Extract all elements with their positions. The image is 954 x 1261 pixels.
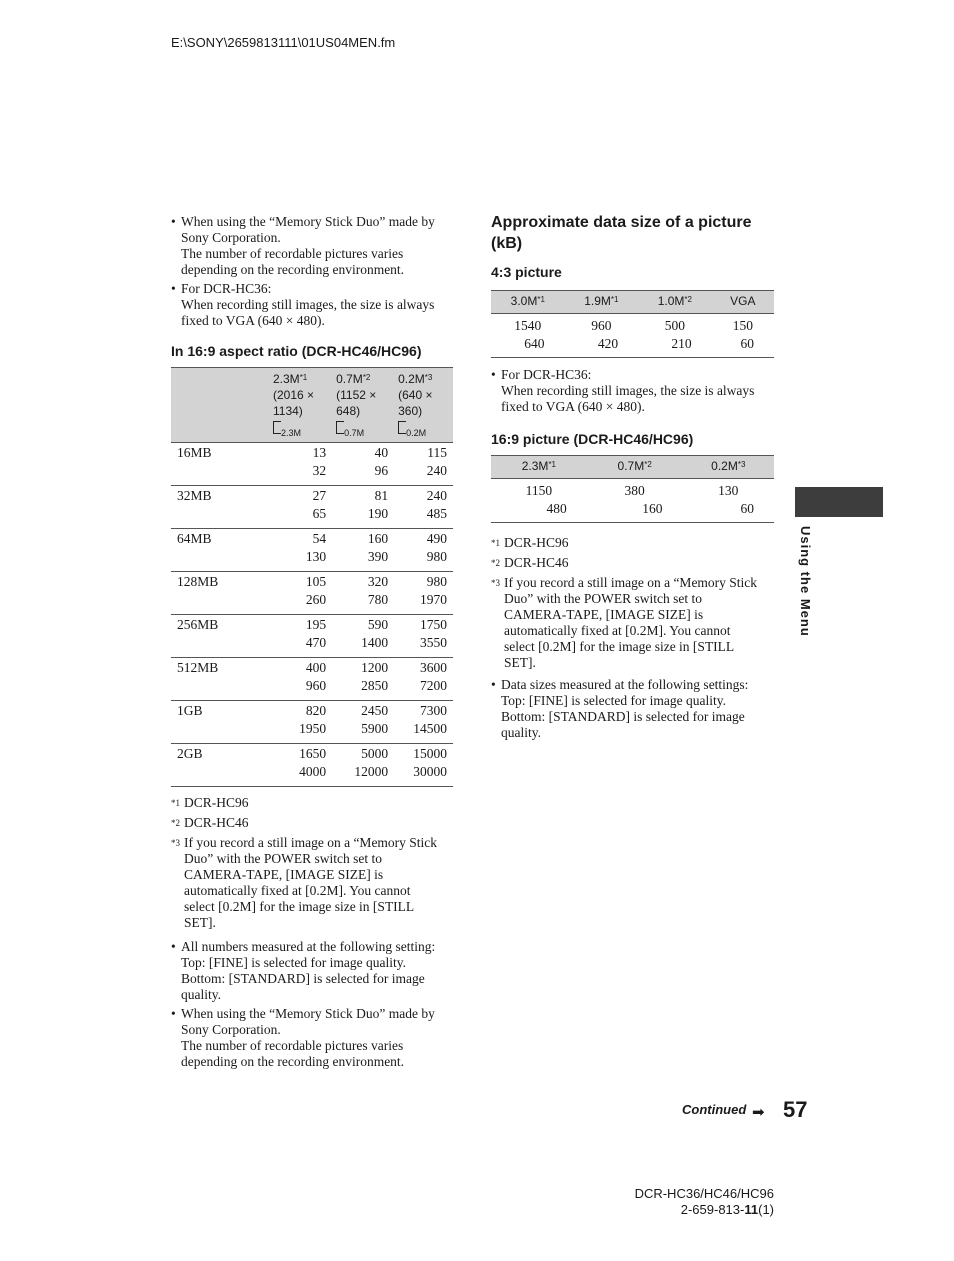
footnote-ref: *1	[610, 295, 619, 304]
table-row	[171, 744, 453, 787]
arrow-right-icon: ➡	[752, 1103, 765, 1121]
footnote-ref: *3	[737, 460, 746, 469]
text-line: The number of recordable pictures varies	[181, 1038, 404, 1053]
value-fine: 3600	[420, 660, 447, 675]
header-2-3m	[269, 368, 332, 443]
table-row	[171, 658, 453, 701]
right-footnotes	[491, 535, 774, 671]
footnote-ref: *2	[362, 373, 371, 382]
page-number: 57	[783, 1097, 808, 1122]
table-header-row	[171, 368, 453, 443]
media-cell: 16MB	[171, 443, 269, 486]
table-row	[171, 486, 453, 529]
right-column	[491, 212, 774, 744]
footnote-line: CAMERA-TAPE, [IMAGE SIZE] is	[184, 867, 384, 882]
value-standard: 1400	[361, 635, 389, 650]
value-fine: 820	[305, 703, 327, 718]
value-standard: 260	[305, 592, 327, 607]
footnote-ref: *2	[644, 460, 652, 469]
bullet-memory-stick	[171, 214, 453, 278]
value-standard: 32	[312, 463, 327, 478]
footnote-line: If you record a still image on a “Memory Stick	[504, 575, 758, 590]
value-fine: 1650	[299, 746, 327, 761]
footnote-ref: *2	[684, 295, 692, 304]
value-cell	[394, 529, 453, 572]
model-line2-prefix: 2-659-813-	[680, 1202, 745, 1217]
media-cell: 512MB	[171, 658, 269, 701]
value-standard: 470	[305, 635, 327, 650]
column-header	[638, 291, 712, 314]
value-fine: 5000	[361, 746, 389, 761]
value-standard: 160	[642, 501, 663, 516]
value-cell	[491, 479, 587, 523]
table-row	[171, 572, 453, 615]
footnote-line: select [0.2M] for the image size in [STILL	[184, 899, 415, 914]
side-tab-marker	[795, 487, 883, 517]
text-line: The number of recordable pictures varies	[181, 246, 404, 261]
media-cell: 1GB	[171, 701, 269, 744]
icon-label: 2.3M	[281, 428, 302, 438]
table-row	[171, 529, 453, 572]
footnote-line: select [0.2M] for the image size in [STILL	[504, 639, 735, 654]
value-fine: 130	[718, 483, 739, 498]
value-standard: 4000	[299, 764, 327, 779]
value-cell	[394, 615, 453, 658]
value-standard: 12000	[354, 764, 389, 779]
value-standard: 30000	[413, 764, 447, 779]
value-standard: 3550	[420, 635, 447, 650]
text-line: Sony Corporation.	[181, 1022, 281, 1037]
value-cell	[394, 658, 453, 701]
value-fine: 1750	[420, 617, 447, 632]
header-label: 3.0M	[510, 294, 538, 308]
footnote-line: automatically fixed at [0.2M]. You cannot	[184, 883, 411, 898]
table-row	[171, 701, 453, 744]
value-fine: 960	[591, 318, 612, 333]
value-standard: 980	[426, 549, 447, 564]
footnote	[171, 835, 453, 931]
value-standard: 2850	[361, 678, 389, 693]
value-fine: 380	[624, 483, 645, 498]
value-cell	[394, 572, 453, 615]
footnote	[171, 795, 453, 811]
text-line: quality.	[501, 725, 541, 740]
footnote-line: DCR-HC96	[184, 795, 249, 810]
value-cell	[332, 744, 394, 787]
value-standard: 780	[367, 592, 389, 607]
value-fine: 27	[312, 488, 327, 503]
footnote-mark: *2	[171, 818, 180, 828]
value-cell	[269, 486, 332, 529]
size-label	[336, 371, 390, 387]
size-label	[398, 371, 449, 387]
resolution-line: 648)	[336, 404, 361, 418]
text-line: quality.	[181, 987, 221, 1002]
model-line2-suffix: (1)	[758, 1202, 774, 1217]
value-standard: 60	[740, 336, 754, 351]
media-cell: 128MB	[171, 572, 269, 615]
resolution-line: (640 ×	[398, 388, 433, 402]
heading-169-right: 16:9 picture (DCR-HC46/HC96)	[491, 431, 694, 447]
data-size-title	[491, 212, 774, 254]
value-fine: 320	[367, 574, 389, 589]
text-line: When using the “Memory Stick Duo” made by	[181, 1006, 435, 1021]
table-row	[171, 443, 453, 486]
value-cell	[269, 529, 332, 572]
value-cell	[332, 443, 394, 486]
left-footnotes	[171, 795, 453, 931]
media-header-cell	[171, 368, 269, 443]
text-line: When using the “Memory Stick Duo” made by	[181, 214, 435, 229]
footnote-line: DCR-HC46	[504, 555, 569, 570]
footnote	[491, 575, 774, 671]
value-cell	[394, 443, 453, 486]
value-fine: 400	[305, 660, 327, 675]
table-header-row	[491, 291, 774, 314]
text-line: When recording still images, the size is always	[181, 297, 435, 312]
text-line: All numbers measured at the following setting:	[181, 939, 436, 954]
value-cell	[394, 701, 453, 744]
value-cell	[565, 314, 639, 358]
header-label: VGA	[730, 294, 756, 308]
recordable-pictures-table	[171, 367, 453, 787]
value-cell	[683, 479, 774, 523]
header-label: 0.2M	[711, 459, 738, 473]
value-fine: 54	[312, 531, 327, 546]
value-cell	[394, 744, 453, 787]
media-cell: 64MB	[171, 529, 269, 572]
column-header	[491, 456, 587, 479]
value-fine: 13	[312, 445, 327, 460]
table-row	[491, 314, 774, 358]
text-line: When recording still images, the size is always	[501, 383, 755, 398]
column-header	[683, 456, 774, 479]
footnote	[171, 815, 453, 831]
value-fine: 500	[664, 318, 685, 333]
value-fine: 590	[367, 617, 389, 632]
bottom-bullet-list	[171, 939, 453, 1070]
table-row	[491, 479, 774, 523]
media-cell: 32MB	[171, 486, 269, 529]
media-cell: 2GB	[171, 744, 269, 787]
value-cell	[269, 744, 332, 787]
footnote-line: DCR-HC96	[504, 535, 569, 550]
table-row	[171, 615, 453, 658]
text-line: fixed to VGA (640 × 480).	[181, 313, 325, 328]
bullet-hc36-right	[491, 367, 774, 415]
value-cell	[332, 701, 394, 744]
footnote-ref: *3	[424, 373, 433, 382]
text-line: fixed to VGA (640 × 480).	[501, 399, 645, 414]
value-standard: 190	[367, 506, 389, 521]
icon-frame	[398, 421, 406, 434]
icon-label: 0.7M	[344, 428, 365, 438]
value-fine: 105	[305, 574, 327, 589]
value-fine: 980	[426, 574, 447, 589]
value-standard: 1950	[299, 721, 327, 736]
footnote-mark: *1	[491, 538, 500, 548]
data-size-43-table	[491, 290, 774, 358]
data-size-title-line1: Approximate data size of a picture	[491, 214, 752, 231]
value-standard: 130	[305, 549, 327, 564]
value-cell	[269, 615, 332, 658]
value-fine: 160	[367, 531, 389, 546]
footnote-ref: *1	[299, 373, 308, 382]
value-standard: 485	[426, 506, 447, 521]
footnote-line: Duo” with the POWER switch set to	[504, 591, 702, 606]
continued-label: Continued	[682, 1102, 747, 1117]
value-fine: 40	[374, 445, 389, 460]
value-fine: 1150	[525, 483, 553, 498]
value-standard: 14500	[413, 721, 447, 736]
footnote	[491, 555, 774, 571]
value-fine: 490	[426, 531, 447, 546]
model-line2	[622, 1202, 774, 1218]
footnote-mark: *3	[171, 838, 180, 848]
text-line: For DCR-HC36:	[181, 281, 272, 296]
resolution-line: (2016 ×	[273, 388, 315, 402]
value-standard: 5900	[361, 721, 389, 736]
value-cell	[332, 529, 394, 572]
media-cell: 256MB	[171, 615, 269, 658]
value-standard: 7200	[420, 678, 447, 693]
text-line: Sony Corporation.	[181, 230, 281, 245]
size-value: 0.7M	[336, 372, 363, 386]
right-bullet-list	[491, 367, 774, 415]
value-fine: 81	[374, 488, 389, 503]
text-line: depending on the recording environment.	[181, 262, 405, 277]
footnote-line: DCR-HC46	[184, 815, 249, 830]
bullet-measurement	[171, 939, 453, 1003]
value-cell	[269, 443, 332, 486]
side-tab-label: Using the Menu	[798, 526, 813, 637]
icon-label: 0.2M	[406, 428, 427, 438]
footnote-line: SET].	[184, 915, 216, 930]
top-bullet-list	[171, 214, 453, 329]
footnote-line: SET].	[504, 655, 536, 670]
bullet-data-sizes	[491, 677, 774, 741]
value-cell	[332, 572, 394, 615]
value-standard: 210	[671, 336, 692, 351]
text-line: Bottom: [STANDARD] is selected for image	[181, 971, 425, 986]
header-label: 1.9M	[584, 294, 611, 308]
heading-43: 4:3 picture	[491, 264, 562, 280]
model-line2-bold: 11	[744, 1202, 759, 1217]
image-size-icon	[273, 419, 302, 438]
footnote-line: automatically fixed at [0.2M]. You cannot	[504, 623, 731, 638]
header-label: 2.3M	[521, 459, 549, 473]
header-label: 0.7M	[617, 459, 645, 473]
value-fine: 195	[305, 617, 327, 632]
table-body	[171, 443, 453, 787]
text-line: Top: [FINE] is selected for image quality.	[181, 955, 406, 970]
value-fine: 2450	[361, 703, 389, 718]
value-cell	[332, 658, 394, 701]
footnote-mark: *3	[491, 578, 500, 588]
icon-frame	[336, 421, 344, 434]
resolution-line: (1152 ×	[336, 388, 377, 402]
value-fine: 7300	[420, 703, 447, 718]
model-numbers	[622, 1186, 774, 1218]
value-fine: 240	[426, 488, 447, 503]
value-standard: 960	[305, 678, 327, 693]
footnote-mark: *2	[491, 558, 500, 568]
footnote-line: Duo” with the POWER switch set to	[184, 851, 382, 866]
header-0-7m	[332, 368, 394, 443]
footnote-mark: *1	[171, 798, 180, 808]
size-value: 2.3M	[273, 372, 300, 386]
value-standard: 60	[740, 501, 754, 516]
value-fine: 115	[427, 445, 447, 460]
data-size-169-table	[491, 455, 774, 523]
value-cell	[491, 314, 565, 358]
resolution-line: 1134)	[273, 404, 303, 418]
file-path: E:\SONY\2659813111\01US04MEN.fm	[171, 35, 396, 50]
image-size-icon	[336, 419, 365, 438]
value-cell	[332, 615, 394, 658]
value-fine: 1540	[514, 318, 542, 333]
value-standard: 240	[426, 463, 447, 478]
footnote	[491, 535, 774, 551]
header-0-2m	[394, 368, 453, 443]
footnote-line: CAMERA-TAPE, [IMAGE SIZE] is	[504, 607, 704, 622]
value-standard: 65	[312, 506, 327, 521]
data-size-title-line2: (kB)	[491, 235, 523, 252]
value-cell	[269, 658, 332, 701]
header-label: 1.0M	[657, 294, 685, 308]
value-cell	[269, 572, 332, 615]
bullet-hc36	[171, 281, 453, 329]
value-standard: 640	[524, 336, 545, 351]
footnote-line: If you record a still image on a “Memory Stick	[184, 835, 438, 850]
size-value: 0.2M	[398, 372, 425, 386]
value-cell	[712, 314, 774, 358]
resolution-line: 360)	[398, 404, 423, 418]
value-cell	[638, 314, 712, 358]
value-cell	[587, 479, 683, 523]
value-standard: 480	[546, 501, 567, 516]
bullet-memory-stick-2	[171, 1006, 453, 1070]
model-line1: DCR-HC36/HC46/HC96	[634, 1186, 774, 1201]
text-line: depending on the recording environment.	[181, 1054, 405, 1069]
text-line: Top: [FINE] is selected for image quality.	[501, 693, 726, 708]
value-cell	[394, 486, 453, 529]
value-cell	[332, 486, 394, 529]
value-standard: 420	[597, 336, 619, 351]
value-standard: 390	[367, 549, 389, 564]
column-header	[565, 291, 639, 314]
section-heading-169: In 16:9 aspect ratio (DCR-HC46/HC96)	[171, 343, 422, 359]
value-fine: 1200	[361, 660, 389, 675]
column-header	[587, 456, 683, 479]
footnote-ref: *1	[537, 295, 545, 304]
image-size-icon	[398, 419, 427, 438]
column-header	[491, 291, 565, 314]
value-cell	[269, 701, 332, 744]
value-fine: 15000	[413, 746, 447, 761]
footnote-ref: *1	[548, 460, 556, 469]
value-fine: 150	[732, 318, 753, 333]
icon-frame	[273, 421, 281, 434]
left-column	[171, 214, 453, 1073]
text-line: For DCR-HC36:	[501, 367, 592, 382]
right-bottom-bullet-list	[491, 677, 774, 741]
value-standard: 1970	[420, 592, 447, 607]
size-label	[273, 371, 328, 387]
text-line: Data sizes measured at the following settings:	[501, 677, 749, 692]
table-header-row	[491, 456, 774, 479]
column-header	[712, 291, 774, 314]
value-standard: 96	[374, 463, 389, 478]
text-line: Bottom: [STANDARD] is selected for image	[501, 709, 745, 724]
